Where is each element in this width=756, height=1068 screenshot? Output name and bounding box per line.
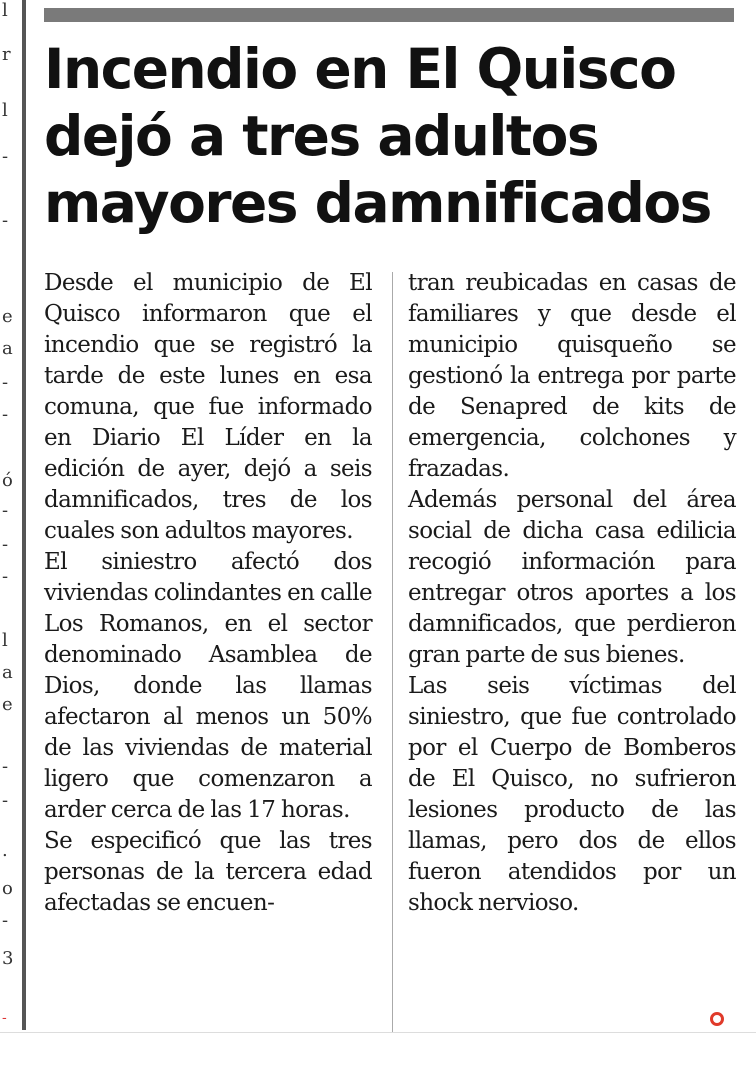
paragraph: Desde el municipio de El Quisco informaron que el incendio que se registró la tarde de este lunes en esa comuna, que fue informado en Diario El Líder en la edición de ayer, dejó a seis damnificados, tres de los cuales son adultos mayores.: [44, 270, 372, 544]
adjacent-fragment: .: [2, 840, 8, 861]
column-rule: [22, 0, 26, 1030]
adjacent-fragment: l: [2, 100, 8, 121]
column-divider: [392, 272, 393, 1032]
adjacent-column-edge: [0, 0, 30, 1030]
adjacent-fragment: o: [2, 878, 13, 899]
adjacent-fragment: -: [2, 404, 9, 425]
adjacent-fragment: e: [2, 694, 13, 715]
adjacent-fragment: -: [2, 1010, 7, 1026]
article-column-right: [408, 268, 736, 919]
article-column-left: [44, 268, 372, 919]
adjacent-fragment: -: [2, 500, 9, 521]
adjacent-fragment: ó: [2, 470, 13, 491]
adjacent-fragment: -: [2, 756, 9, 777]
paragraph: tran reubicadas en casas de familiares y que desde el municipio quisqueño se gestionó la entrega por parte de Senapred de kits de emergencia, colchones y frazadas.: [408, 270, 736, 482]
adjacent-fragment: r: [2, 44, 11, 65]
adjacent-fragment: a: [2, 338, 13, 359]
adjacent-fragment: e: [2, 306, 13, 327]
headline-line: mayores damnificados: [44, 171, 711, 235]
headline-line: dejó a tres adultos: [44, 104, 599, 168]
adjacent-fragment: -: [2, 566, 9, 587]
adjacent-fragment: -: [2, 790, 9, 811]
paragraph: Además personal del área social de dicha casa edilicia recogió información para entregar otros aportes a los damnificados, que perdieron gran parte de sus bienes.: [408, 487, 736, 668]
adjacent-fragment: l: [2, 630, 8, 651]
article-headline: [44, 36, 744, 237]
page-bottom-line: [0, 1032, 756, 1033]
paragraph: Las seis víctimas del siniestro, que fue controlado por el Cuerpo de Bomberos de El Quisco, no sufrieron lesiones producto de las llamas, pero dos de ellos fueron atendidos por un shock nervioso.: [408, 673, 736, 916]
adjacent-fragment: a: [2, 662, 13, 683]
adjacent-fragment: l: [2, 0, 8, 21]
adjacent-fragment: -: [2, 534, 9, 555]
section-top-bar: [44, 8, 734, 22]
adjacent-fragment: -: [2, 372, 9, 393]
adjacent-fragment: -: [2, 210, 9, 231]
headline-line: Incendio en El Quisco: [44, 37, 676, 101]
end-of-article-circle-icon: [710, 1012, 724, 1026]
adjacent-fragment: -: [2, 910, 9, 931]
adjacent-fragment: -: [2, 146, 9, 167]
adjacent-fragment: 3: [2, 948, 14, 969]
paragraph: El siniestro afectó dos viviendas colindantes en calle Los Romanos, en el sector denominado Asamblea de Dios, donde las llamas afectaron al menos un 50% de las viviendas de material ligero que comenzaron a arder cerca de las 17 horas.: [44, 549, 372, 823]
paragraph: Se especificó que las tres personas de la tercera edad afectadas se encuen-: [44, 828, 372, 916]
